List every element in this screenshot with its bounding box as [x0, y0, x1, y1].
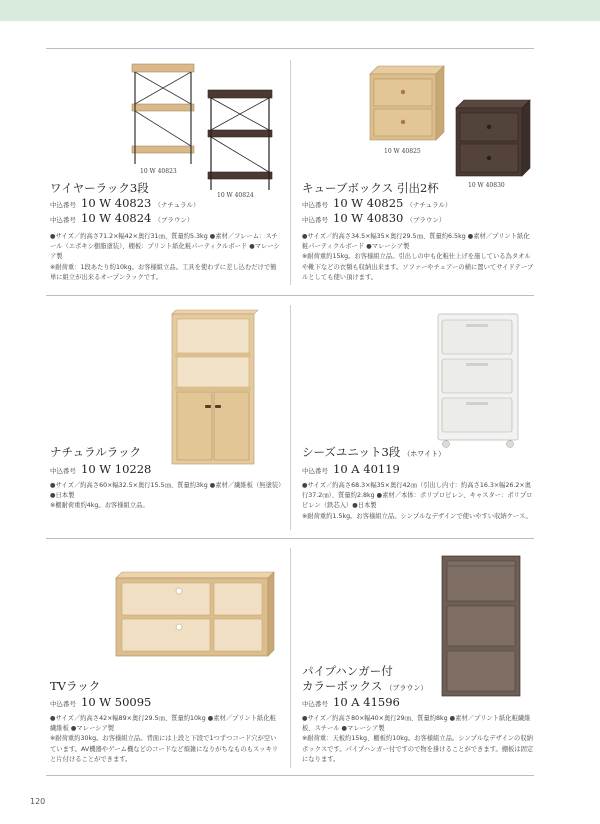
product-description: ●サイズ／約高さ71.2×幅42×奥行31㎝、質量約5.3kg ●素材／フレーム：スチール（エポキシ樹脂塗装）、棚板：プリント紙化粧パーティクルボード ●マレーシア製 ※耐荷重：1段あたり約10kg。お客様組立品。工具を使わずに差し込むだけで簡単に組立が出来るオープンラックです。: [50, 233, 280, 281]
product-title-line2: [302, 678, 427, 694]
code-label: 中込番号: [302, 216, 328, 224]
cube-box-natural-image: [370, 66, 446, 142]
product-title-sub: （ブラウン）: [385, 684, 428, 692]
code-variant: （ブラウン）: [154, 216, 194, 224]
page-number: 120: [30, 797, 46, 806]
product-title: ナチュラルラック: [50, 445, 142, 459]
natural-rack-image: [172, 310, 258, 466]
code-label: 中込番号: [50, 216, 76, 224]
code-label: 中込番号: [50, 700, 76, 708]
wire-rack-brown-image: [208, 90, 274, 190]
product-description: ●サイズ／約高さ42×幅89×奥行29.5㎝、質量約10kg ●素材／プリント紙化粧繊維板 ●マレーシア製 ※耐荷重約30kg。お客様組立品。背面には上段と下段で1つずつコード穴が空いています。AV機器やゲーム機などのコードなど煩雑になりがちなものもスッキリと片付けることができます。: [50, 715, 279, 763]
code-label: 中込番号: [302, 467, 328, 475]
product-code-row: [50, 695, 151, 709]
product-code-row: [50, 211, 193, 225]
bottom-rule: [46, 775, 534, 776]
code-number: 10 W 50095: [81, 695, 152, 709]
row-divider-2: [46, 538, 534, 539]
product-description: ●サイズ／約高さ68.3×幅35×奥行42㎝（引出し内寸：約高さ16.3×幅26.2×奥行37.2㎝）、質量約2.8kg ●素材／本体：ポリプロピレン、キャスター：ポリプロピレン（鉄芯入）●日本製 ※耐荷重約1.5kg。お客様組立品。シンプルなデザインで使いやすい収納ケース。: [302, 482, 533, 520]
product-title-text: カラーボックス: [302, 679, 383, 693]
drawer-unit-image: [436, 314, 522, 448]
product-title: TVラック: [50, 679, 101, 693]
product-title: パイプハンガー付: [302, 664, 393, 678]
code-label: 中込番号: [302, 201, 328, 209]
product-code-row: [50, 196, 199, 210]
product-code-row: [302, 211, 445, 225]
product-title-text: シーズユニット3段: [302, 445, 401, 459]
product-title: ワイヤーラック3段: [50, 181, 149, 195]
product-description: ●サイズ／約高さ80×幅40×奥行29㎝、質量約8kg ●素材／プリント紙化粧繊維板、スチール ●マレーシア製 ※耐荷重：天板約15kg、棚板約10kg。お客様組立品。シンプルなデザインの収納ボックスです。パイプハンガー付ですので物を掛けることができます。棚板は固定になります。: [302, 715, 534, 763]
top-color-band: [0, 0, 600, 21]
product-title: [302, 444, 445, 460]
wire-rack-natural-image: [132, 64, 196, 164]
code-number: 10 A 40119: [333, 462, 400, 476]
product-title-sub: （ホワイト）: [403, 450, 446, 458]
code-variant: （ナチュラル）: [154, 201, 200, 209]
tv-rack-image: [116, 572, 276, 658]
color-box-brown-image: [442, 556, 522, 698]
column-divider-1: [290, 60, 291, 285]
column-divider-2: [290, 305, 291, 530]
code-variant: （ナチュラル）: [406, 201, 452, 209]
product-code-row: [50, 462, 151, 476]
row-divider-1: [46, 295, 534, 296]
cube-box-brown-image: [456, 100, 532, 178]
code-variant: （ブラウン）: [406, 216, 446, 224]
code-label: 中込番号: [50, 467, 76, 475]
code-number: 10 W 40823: [81, 196, 152, 210]
code-number: 10 W 40825: [333, 196, 404, 210]
code-label: 中込番号: [302, 700, 328, 708]
image-label: 10 W 40825: [384, 148, 421, 155]
product-description: ●サイズ／約高さ60×幅32.5×奥行15.5㎝、質量約3kg ●素材／繊維板（無塗装）●日本製 ※棚耐荷重約4kg。お客様組立品。: [50, 482, 282, 510]
product-code-row: [302, 462, 400, 476]
code-number: 10 A 41596: [333, 695, 400, 709]
product-description: ●サイズ／約高さ34.5×幅35×奥行29.5㎝、質量約6.5kg ●素材／プリント紙化粧パーティクルボード ●マレーシア製 ※耐荷重約15kg。お客様組立品。引出しの中も化粧仕上げを施している為タオルや靴下などの衣類も収納出来ます。ソファーやチェアーの横に置いてサイドテーブルとしても使い頂けます。: [302, 233, 534, 281]
image-label: 10 W 40823: [140, 168, 177, 175]
code-number: 10 W 40830: [333, 211, 404, 225]
code-label: 中込番号: [50, 201, 76, 209]
image-label: 10 W 40830: [468, 182, 505, 189]
column-divider-3: [290, 548, 291, 768]
product-code-row: [302, 695, 400, 709]
image-label: 10 W 40824: [217, 192, 254, 199]
code-number: 10 W 10228: [81, 462, 152, 476]
code-number: 10 W 40824: [81, 211, 152, 225]
product-title: キューブボックス 引出2杯: [302, 181, 439, 195]
product-code-row: [302, 196, 451, 210]
top-rule: [46, 48, 534, 49]
